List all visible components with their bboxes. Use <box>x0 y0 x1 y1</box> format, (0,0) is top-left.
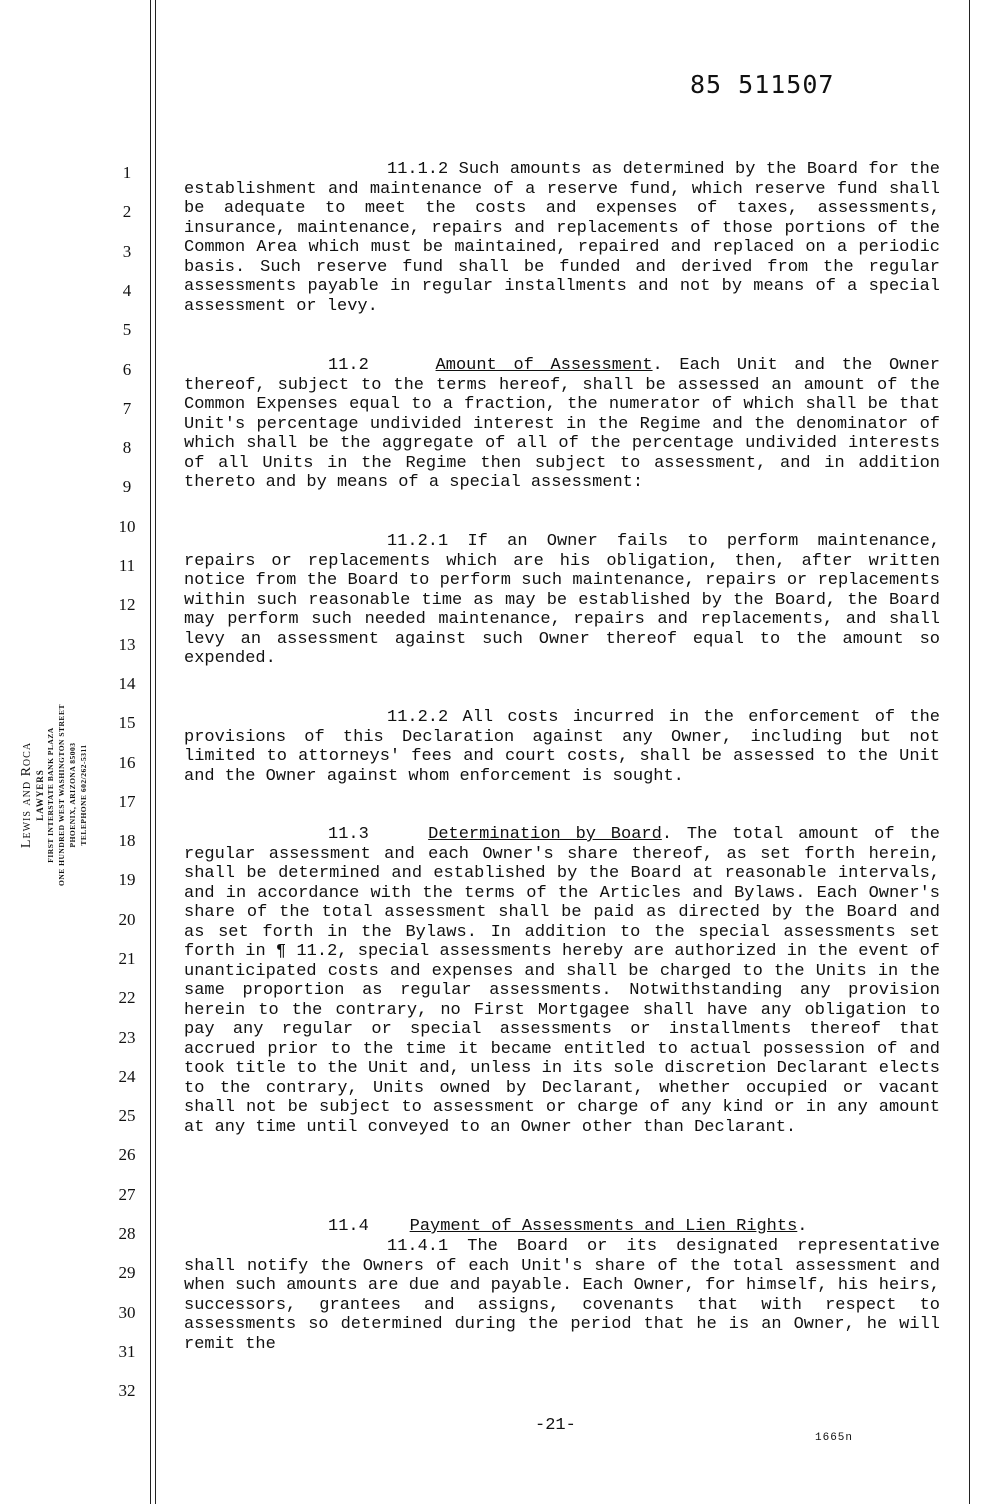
paragraph-11-4-1 <box>184 1237 940 1354</box>
footer-code: 1665n <box>815 1432 854 1444</box>
line-number: 25 <box>118 1106 136 1125</box>
paragraph-text: The Board or its designated representative shall notify the Owners of each Unit's share of the total assessment and when such amounts are due and payable. Each Owner, for himself, his heirs, successors, grantees and assigns, covenants that with respect to assessments so determined during the period that he is an Owner, he will remit the <box>184 1237 940 1354</box>
left-margin-rule <box>150 0 151 1504</box>
paragraph-text: . The total amount of the regular assessment and each Owner's share thereof, as set forth herein, shall be determined and established by the Board at reasonable intervals, and in accordance with the terms of the Articles and Bylaws. Each Owner's share of the total assessment shall be paid as directed by the Board and as set forth in the Bylaws. In addition to the special assessments set forth in ¶ 11.2, special assessments hereby are authorized in the event of unanticipated costs and expenses and shall be charged to the Units in the same proportion as regular assessments. Notwithstanding any provision herein to the contrary, no First Mortgagee shall have any obligation to pay any regular or special assessments or installments thereof that accrued prior to the time it became entitled to actual possession of and took title to the Unit and, unless in its sole discretion Declarant elects to the contrary, Units owned by Declarant, whether occupied or vacant shall not be subject to assessment or charge of any kind or in any amount at any time until conveyed to an Owner other than Declarant. <box>184 825 941 1137</box>
heading-suffix: . <box>797 1217 808 1236</box>
section-number: 11.2.1 <box>387 532 449 551</box>
line-number: 19 <box>118 870 136 889</box>
paragraph-11-1-2 <box>184 160 940 316</box>
paragraph-text: . Each Unit and the Owner thereof, subject to the terms hereof, shall be assessed an amount of the Common Expenses equal to a fraction, the numerator of which shall be that Unit's percentage undivided interest in the Regime and the denominator of which shall be the aggregate of all of the percentage undivided interests of all Units in the Regime then subject to assessment, and in addition thereto and by means of a special assessment: <box>184 356 940 492</box>
section-number: 11.3 <box>328 825 369 844</box>
line-number: 24 <box>118 1067 136 1086</box>
section-number: 11.2.2 <box>387 708 449 727</box>
line-number: 32 <box>118 1381 136 1400</box>
line-number: 11 <box>118 556 136 575</box>
paragraph-11-2-1 <box>184 532 940 669</box>
paragraph-text: Such amounts as determined by the Board for the establishment and maintenance of a reserve fund, which reserve fund shall be adequate to meet the costs and expenses of taxes, assessments, insurance, maintenance, repairs and replacements of those portions of the Common Area which must be maintained, repaired and replaced on a periodic basis. Such reserve fund shall be funded and derived from the regular assessments payable in regular installments and not by means of a special assessment or levy. <box>184 160 940 316</box>
firm-line-lawyers: LAWYERS <box>35 769 45 821</box>
document-number: 85 511507 <box>690 70 835 99</box>
line-number: 18 <box>118 831 136 850</box>
right-margin-rule <box>969 0 970 1504</box>
paragraph-11-3 <box>184 825 940 1137</box>
line-number: 31 <box>118 1342 136 1361</box>
line-number: 6 <box>122 360 132 379</box>
firm-name: Lewis and Roca <box>19 741 34 849</box>
section-heading: Payment of Assessments and Lien Rights <box>409 1217 798 1236</box>
line-number: 8 <box>122 438 132 457</box>
firm-line-plaza: FIRST INTERSTATE BANK PLAZA <box>46 727 55 863</box>
line-number: 29 <box>118 1263 136 1282</box>
line-number: 10 <box>118 517 136 536</box>
line-number: 17 <box>118 792 136 811</box>
paragraph-11-4 <box>184 1217 940 1237</box>
section-number: 11.1.2 <box>387 160 449 179</box>
line-number: 12 <box>118 595 136 614</box>
line-number: 4 <box>122 281 132 300</box>
section-number: 11.4 <box>328 1217 369 1236</box>
line-number: 30 <box>118 1303 136 1322</box>
paragraph-11-2-2 <box>184 708 940 786</box>
line-number: 5 <box>122 320 132 339</box>
section-number: 11.2 <box>328 356 369 375</box>
paragraph-text: All costs incurred in the enforcement of the provisions of this Declaration against any Owner, including but not limited to attorneys' fees and court costs, shall be assessed to the Unit and the Owner against whom enforcement is sought. <box>184 708 941 786</box>
line-number: 2 <box>122 202 132 221</box>
line-number: 15 <box>118 713 136 732</box>
line-number: 20 <box>118 910 136 929</box>
line-number: 14 <box>118 674 136 693</box>
firm-line-telephone: TELEPHONE 602/262-5311 <box>79 744 88 846</box>
line-number: 16 <box>118 753 136 772</box>
page-number: -21- <box>535 1416 576 1435</box>
section-number: 11.4.1 <box>387 1237 449 1256</box>
paragraph-text: If an Owner fails to perform maintenance, repairs or replacements which are his obligation, then, after written notice from the Board to perform such maintenance, repairs or replacements within such reasonable time as may be established by the Board, the Board may perform such needed maintenance, repairs and replacements, and shall levy an assessment against such Owner thereof equal to the amount so expended. <box>184 532 940 668</box>
line-number: 23 <box>118 1028 136 1047</box>
section-heading: Amount of Assessment <box>435 356 653 375</box>
line-number: 22 <box>118 988 136 1007</box>
line-number: 13 <box>118 635 136 654</box>
line-number: 1 <box>122 163 132 182</box>
line-number: 9 <box>122 477 132 496</box>
line-number: 7 <box>122 399 132 418</box>
line-number: 3 <box>122 242 132 261</box>
firm-line-street: ONE HUNDRED WEST WASHINGTON STREET <box>57 704 66 886</box>
line-number: 21 <box>118 949 136 968</box>
line-number: 26 <box>118 1145 136 1164</box>
left-margin-rule-inner <box>155 0 156 1504</box>
law-firm-sidebar <box>19 690 104 900</box>
line-number: 28 <box>118 1224 136 1243</box>
section-heading: Determination by Board <box>428 825 662 844</box>
firm-line-city: PHOENIX, ARIZONA 85003 <box>68 742 77 848</box>
paragraph-11-2 <box>184 356 940 493</box>
line-number: 27 <box>118 1185 136 1204</box>
